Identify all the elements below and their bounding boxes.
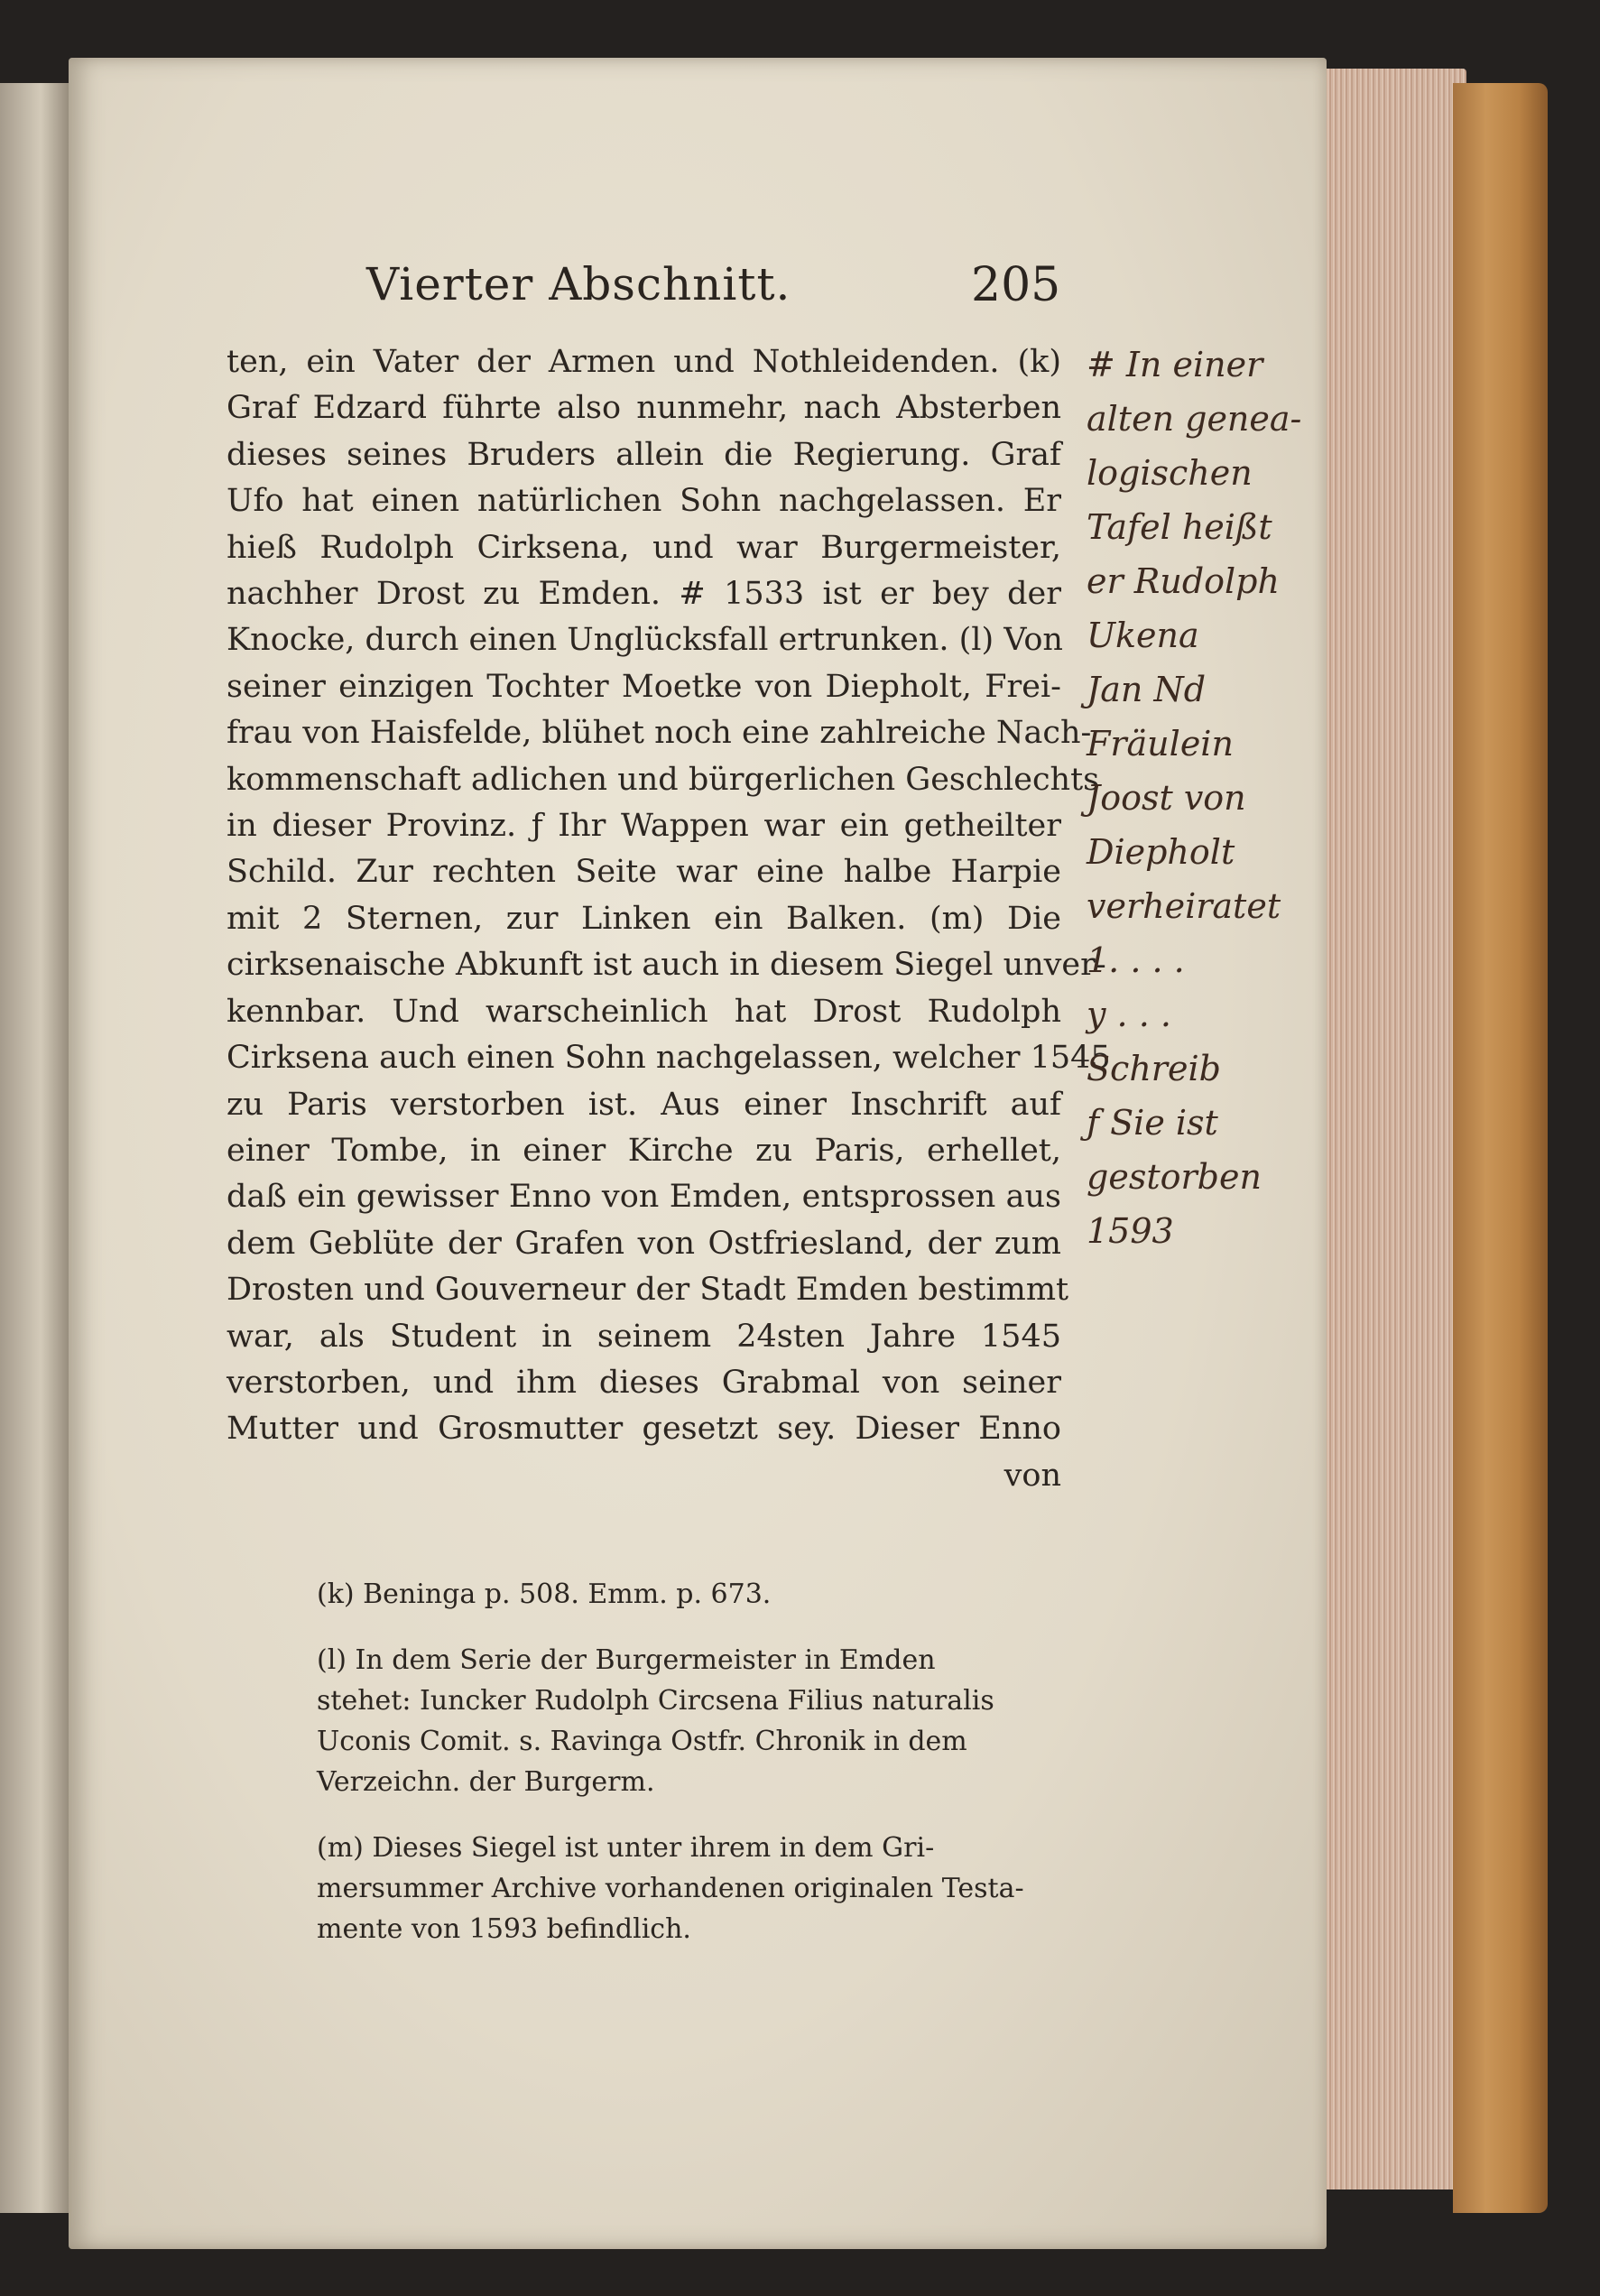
text-line: in dieser Provinz. ƒ Ihr Wappen war ein getheilter [227,808,1061,845]
text-line: cirksenaische Abkunft ist auch in diesem Siegel unver- [227,947,1106,984]
annotation-line: 1593 [1087,1211,1174,1251]
text-line: verstorben, und ihm dieses Grabmal von seiner [227,1364,1061,1401]
text-line: daß ein gewisser Enno von Emden, entsprossen aus [227,1179,1061,1216]
annotation-line: Fräulein [1087,724,1234,764]
running-head: Vierter Abschnitt. [366,258,791,310]
text-line: Drosten und Gouverneur der Stadt Emden bestimmt [227,1272,1069,1309]
annotation-line: y . . . [1087,995,1171,1034]
text-line: frau von Haisfelde, blühet noch eine zahlreiche Nach- [227,715,1092,752]
footnote-line: (k) Beninga p. 508. Emm. p. 673. [317,1578,772,1610]
text-line: einer Tombe, in einer Kirche zu Paris, erhellet, [227,1132,1061,1169]
text-line: zu Paris verstorben ist. Aus einer Inschrift auf [227,1086,1061,1123]
text-line: Graf Edzard führte also nunmehr, nach Absterben [227,390,1061,427]
annotation-line: alten genea- [1087,399,1302,439]
footnote-line: Uconis Comit. s. Ravinga Ostfr. Chronik in dem [317,1726,967,1757]
text-line: kommenschaft adlichen und bürgerlichen Geschlechts [227,761,1100,798]
text-line: hieß Rudolph Cirksena, und war Burgermeister, [227,529,1061,566]
footnotes [317,1574,1084,1975]
footnote-line: Verzeichn. der Burgerm. [317,1766,655,1798]
footnote-line: (m) Dieses Siegel ist unter ihrem in dem Gri- [317,1832,935,1864]
text-line: nachher Drost zu Emden. # 1533 ist er bey der [227,576,1061,613]
text-line: Mutter und Grosmutter gesetzt sey. Dieser Enno [227,1411,1061,1448]
text-line: dem Geblüte der Grafen von Ostfriesland, der zum [227,1225,1061,1262]
annotation-line: verheiratet [1087,886,1281,926]
text-line: mit 2 Sternen, zur Linken ein Balken. (m) Die [227,900,1061,937]
text-line: seiner einzigen Tochter Moetke von Diepholt, Frei- [227,668,1061,705]
text-line: Cirksena auch einen Sohn nachgelassen, welcher 1545 [227,1040,1111,1077]
handwritten-annotation [1087,338,1368,1258]
text-line: dieses seines Bruders allein die Regierung. Graf [227,436,1061,473]
annotation-line: Joost von [1087,778,1246,818]
page-number: 205 [971,258,1061,312]
catchword: von [1003,1457,1061,1494]
text-line: Ufo hat einen natürlichen Sohn nachgelassen. Er [227,483,1061,520]
annotation-line: Ukena [1087,616,1199,655]
annotation-line: Diepholt [1087,832,1235,872]
body-text [227,339,1111,1499]
book-page [69,58,1327,2249]
annotation-line: gestorben [1087,1157,1262,1197]
footnote-k [317,1574,1084,1615]
footnote-m [317,1828,1084,1949]
text-line: war, als Student in seinem 24sten Jahre 1545 [227,1318,1061,1355]
footnote-line: mente von 1593 befindlich. [317,1913,691,1945]
annotation-line: 1. . . . [1087,940,1185,980]
annotation-line: ƒ Sie ist [1087,1103,1218,1143]
annotation-line: # In einer [1087,345,1263,384]
annotation-line: Jan Nd [1087,670,1207,709]
text-line: Knocke, durch einen Unglücksfall ertrunken. (l) Von [227,622,1063,659]
text-line: kennbar. Und warscheinlich hat Drost Rudolph [227,993,1061,1030]
annotation-line: er Rudolph [1087,561,1280,601]
footnote-line: mersummer Archive vorhandenen originalen Testa- [317,1873,1024,1904]
text-line: ten, ein Vater der Armen und Nothleidenden. (k) [227,344,1061,380]
footnote-line: stehet: Iuncker Rudolph Circsena Filius naturalis [317,1685,994,1717]
footnote-l [317,1640,1084,1802]
book-cover [1453,83,1548,2213]
left-page-edge [0,83,74,2213]
text-line: Schild. Zur rechten Seite war eine halbe Harpie [227,854,1061,891]
annotation-line: Schreib [1087,1049,1221,1088]
annotation-line: logischen [1087,453,1253,493]
footnote-line: (l) In dem Serie der Burgermeister in Emden [317,1644,936,1676]
annotation-line: Tafel heißt [1087,507,1272,547]
page-header [69,258,1327,330]
